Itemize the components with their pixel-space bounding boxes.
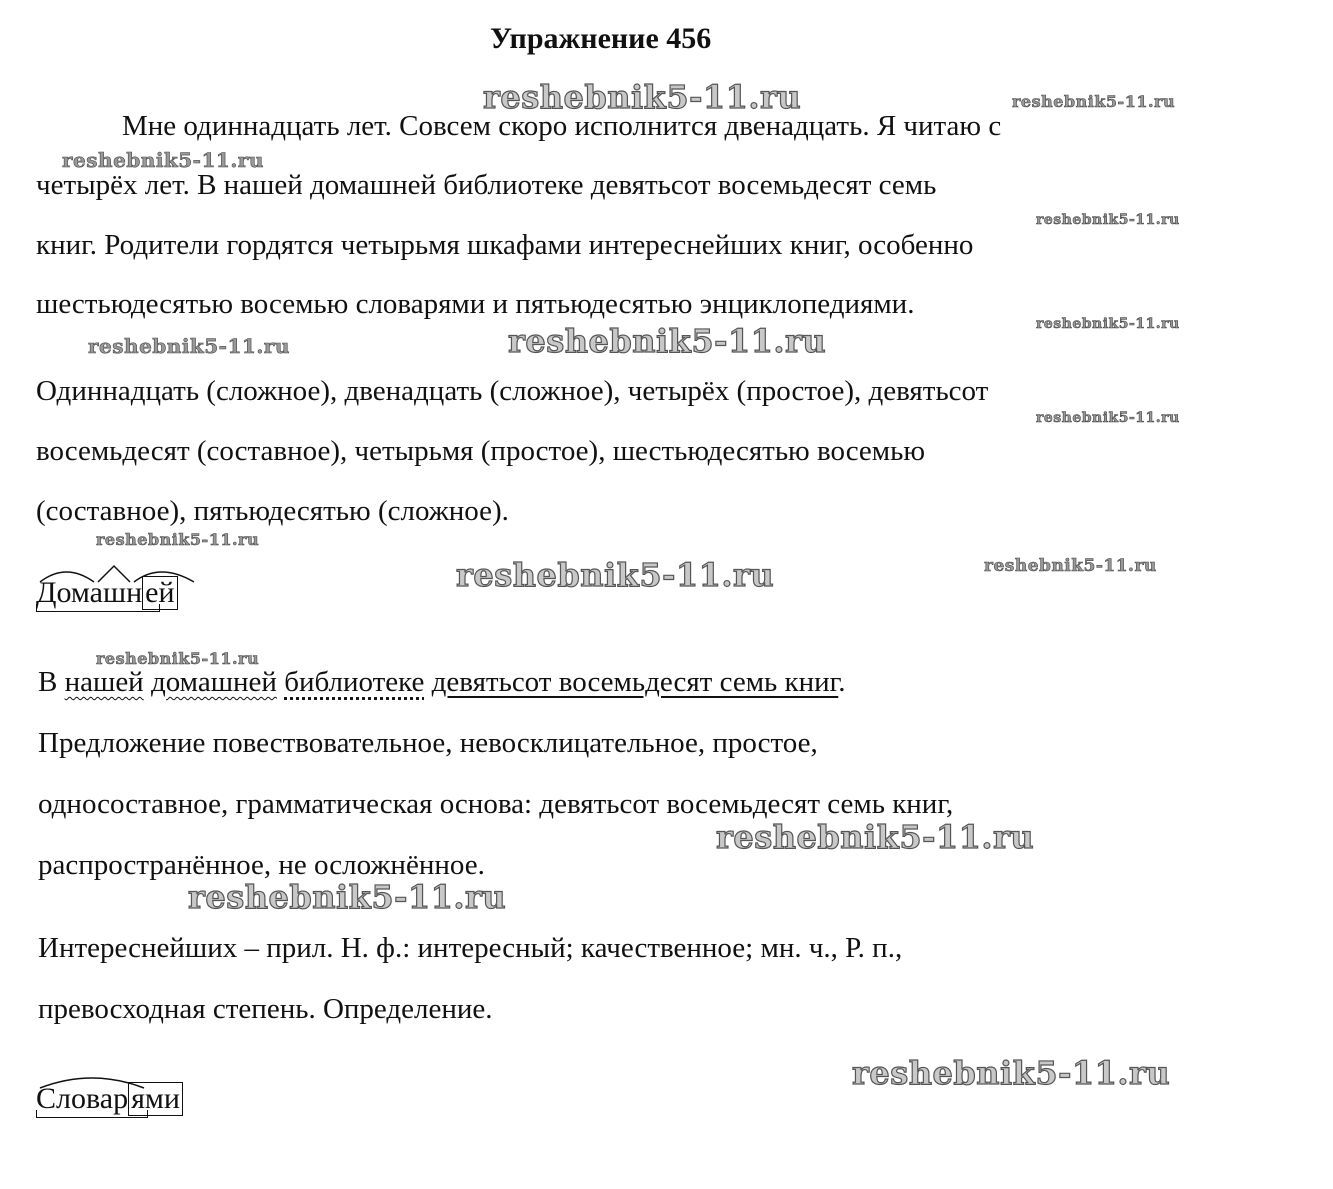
watermark: reshebnik5-11.ru [1012,92,1176,111]
word-root: Словар [36,1082,129,1115]
numeral-analysis-line: Одиннадцать (сложное), двенадцать (сложное), четырёх (простое), девятьсот [36,375,989,407]
watermark: reshebnik5-11.ru [852,1054,1171,1092]
sentence-word: В [38,666,65,698]
sentence-word-attribute: домашней [150,666,277,698]
paragraph-line: книг. Родители гордятся четырьмя шкафами интереснейших книг, особенно [36,229,974,261]
analysis-line: распространённое, не осложнённое. [38,849,485,881]
watermark: reshebnik5-11.ru [1036,410,1180,426]
watermark: reshebnik5-11.ru [96,649,260,668]
analysis-line: односоставное, грамматическая основа: девятьсот восемьдесят семь книг, [38,788,954,820]
watermark: reshebnik5-11.ru [62,148,264,172]
numeral-analysis-line: восемьдесят (составное), четырьмя (простое), шестьюдесятью восемью [36,435,926,467]
morpheme-parse [36,1082,183,1116]
paragraph-line: шестьюдесятью восемью словарями и пятьюдесятью энциклопедиями. [36,288,915,320]
watermark: reshebnik5-11.ru [716,818,1035,856]
parsed-sentence [38,668,846,697]
watermark: reshebnik5-11.ru [456,556,775,594]
watermark: reshebnik5-11.ru [188,878,507,916]
exercise-title: Упражнение 456 [490,22,712,55]
numeral-analysis-line: (составное), пятьюдесятью (сложное). [36,495,509,527]
adjective-analysis-line: превосходная степень. Определение. [38,993,493,1025]
watermark: reshebnik5-11.ru [483,78,802,116]
watermark: reshebnik5-11.ru [1036,316,1180,332]
watermark: reshebnik5-11.ru [508,322,827,360]
morpheme-parse [36,576,178,610]
paragraph-line: Мне одиннадцать лет. Совсем скоро исполнится двенадцать. Я читаю с [122,110,1002,142]
word-root: Домашн [36,576,143,609]
word-ending: ями [128,1082,183,1116]
sentence-grammatical-base: девятьсот восемьдесят семь книг [431,666,839,698]
stem-bracket [36,1110,148,1118]
stem-bracket [36,604,160,612]
word-ending: ей [142,576,177,610]
analysis-line: Предложение повествовательное, невосклицательное, простое, [38,727,818,759]
sentence-word-attribute: нашей [64,666,144,698]
sentence-punctuation: . [838,666,846,698]
watermark: reshebnik5-11.ru [984,556,1157,576]
watermark: reshebnik5-11.ru [88,334,290,358]
adjective-analysis-line: Интереснейших – прил. Н. ф.: интересный; качественное; мн. ч., Р. п., [38,932,903,964]
watermark: reshebnik5-11.ru [1036,212,1180,228]
paragraph-line: четырёх лет. В нашей домашней библиотеке девятьсот восемьдесят семь [36,169,937,201]
watermark: reshebnik5-11.ru [96,530,260,549]
sentence-word-object: библиотеке [284,666,425,698]
